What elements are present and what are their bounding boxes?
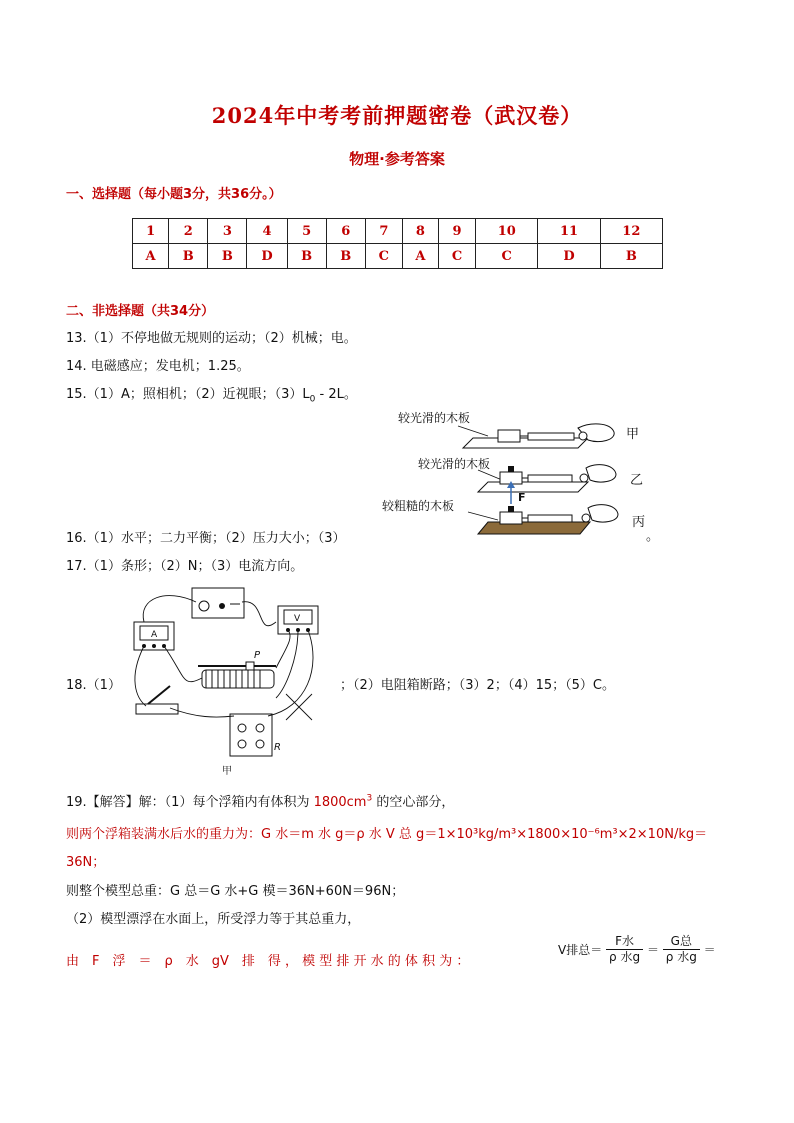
board-label-a: 较光滑的木板 xyxy=(398,411,471,425)
setup-c xyxy=(468,505,618,534)
table-cell: C xyxy=(476,244,538,269)
fraction-numerator: G总 xyxy=(663,934,700,950)
board-label-c: 较粗糙的木板 xyxy=(382,499,455,513)
switch xyxy=(136,686,178,714)
q19-text: 19.【解答】解：（1）每个浮箱内有体积为 xyxy=(66,795,314,810)
q16-end-mark: 。 xyxy=(646,529,660,542)
circuit-figure xyxy=(126,578,348,778)
voltmeter xyxy=(278,606,318,634)
voltmeter-label: V xyxy=(294,614,301,624)
table-cell: 6 xyxy=(326,219,365,244)
table-cell: 12 xyxy=(600,219,662,244)
table-cell: 1 xyxy=(133,219,169,244)
q15-subscript: 0 xyxy=(309,394,316,405)
slide-rheostat xyxy=(198,650,276,688)
setup-tag-c: 丙 xyxy=(632,515,646,530)
table-cell: C xyxy=(439,244,476,269)
power-supply xyxy=(192,588,244,618)
formula-fraction-2 xyxy=(663,934,700,965)
table-cell: B xyxy=(600,244,662,269)
setup-tag-a: 甲 xyxy=(626,427,640,442)
table-cell: 5 xyxy=(287,219,326,244)
slider-label: P xyxy=(254,650,261,661)
answer-table-answer-row xyxy=(133,244,663,269)
formula-equals-end: ＝ xyxy=(703,943,716,957)
answer-q15 xyxy=(66,383,357,405)
answer-q17: 17.（1）条形；（2）N；（3）电流方向。 xyxy=(66,559,304,574)
answer-q19-line5: （2）模型漂浮在水面上，所受浮力等于其总重力， xyxy=(66,912,361,927)
q19-volume-exponent: 3 xyxy=(366,793,373,804)
answer-q13: 13.（1）不停地做无规则的运动；（2）机械；电。 xyxy=(66,331,357,346)
setup-a xyxy=(458,424,614,448)
table-cell: C xyxy=(365,244,402,269)
answer-q18-prefix: 18.（1） xyxy=(66,678,121,693)
formula-equals: ＝ xyxy=(646,943,659,957)
resistance-box-label: R xyxy=(274,742,281,753)
table-cell: A xyxy=(133,244,169,269)
answer-table xyxy=(132,218,663,269)
table-cell: B xyxy=(326,244,365,269)
answer-q19-line2: 则两个浮箱装满水后水的重力为：G 水＝m 水 g＝ρ 水 V 总 g＝1×10³kg/m³×1800×10⁻⁶m³×2×10N/kg＝ xyxy=(66,827,708,842)
q19-volume: 1800cm xyxy=(313,795,367,810)
table-cell: B xyxy=(208,244,247,269)
answer-q16: 16.（1）水平；二力平衡；（2）压力大小；（3） xyxy=(66,531,346,546)
setup-b xyxy=(478,465,616,504)
table-cell: 8 xyxy=(402,219,438,244)
table-cell: A xyxy=(402,244,438,269)
table-cell: 3 xyxy=(208,219,247,244)
fraction-denominator: ρ 水g xyxy=(665,950,697,964)
table-cell: 4 xyxy=(247,219,287,244)
table-cell: 7 xyxy=(365,219,402,244)
section-heading-choice: 一、选择题（每小题3分，共36分。） xyxy=(66,187,282,202)
table-cell: 10 xyxy=(476,219,538,244)
table-cell: 9 xyxy=(439,219,476,244)
fraction-numerator: F水 xyxy=(606,934,643,950)
circuit-caption: 甲 xyxy=(222,766,232,777)
q15-text: 15.（1）A；照相机；（2）近视眼；（3）L xyxy=(66,387,310,402)
formula-fraction-1 xyxy=(606,934,643,965)
answer-q19-line4: 则整个模型总重：G 总＝G 水+G 模＝36N+60N＝96N； xyxy=(66,884,405,899)
table-cell: 11 xyxy=(538,219,600,244)
force-label: F xyxy=(518,491,526,504)
formula-v-label: V排总＝ xyxy=(558,943,603,957)
table-cell: 2 xyxy=(169,219,208,244)
q19-formula xyxy=(558,934,716,965)
table-cell: D xyxy=(538,244,600,269)
q15-text-end: - 2L。 xyxy=(315,387,357,402)
board-label-b: 较光滑的木板 xyxy=(418,457,491,471)
resistance-box xyxy=(230,714,281,756)
fraction-denominator: ρ 水g xyxy=(609,950,641,964)
answer-q18-rest: ；（2）电阻箱断路；（3）2；（4）15；（5）C。 xyxy=(340,678,615,693)
table-cell: D xyxy=(247,244,287,269)
answer-table-number-row xyxy=(133,219,663,244)
answer-q19-line1 xyxy=(66,791,454,810)
setup-tag-b: 乙 xyxy=(630,473,644,488)
answer-q14: 14. 电磁感应；发电机；1.25。 xyxy=(66,359,250,374)
friction-experiment-figure xyxy=(378,408,668,542)
answer-q19-line6: 由 F 浮 ＝ ρ 水 gV 排 得 ， 模 型 排 开 水 的 体 积 为 ： xyxy=(66,954,470,969)
q19-text-end: 的空心部分， xyxy=(372,795,455,810)
section-heading-nonchoice: 二、非选择题（共34分） xyxy=(66,304,215,319)
ammeter-label: A xyxy=(151,630,158,640)
page-subtitle: 物理·参考答案 xyxy=(349,150,445,168)
answer-q19-line3: 36N； xyxy=(66,855,106,870)
ammeter xyxy=(134,622,174,650)
table-cell: B xyxy=(169,244,208,269)
page-title: 2024年中考考前押题密卷（武汉卷） xyxy=(211,103,583,128)
table-cell: B xyxy=(287,244,326,269)
